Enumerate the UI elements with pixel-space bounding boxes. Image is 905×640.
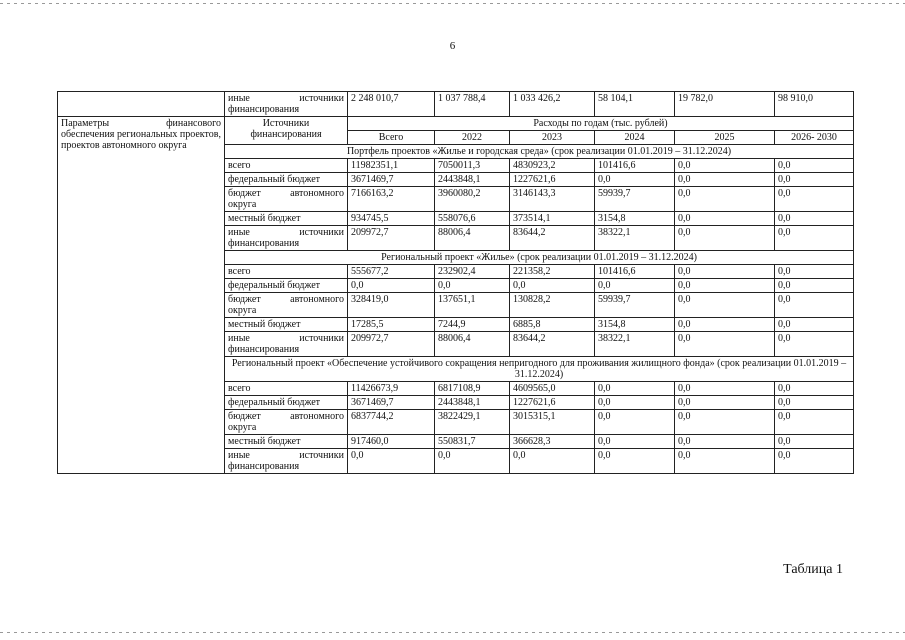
value-cell: 0,0: [775, 332, 854, 357]
sources-header: Источники финансирования: [225, 117, 348, 145]
value-cell: 0,0: [675, 318, 775, 332]
source-label: иные источники финансирования: [225, 449, 348, 474]
value-cell: 0,0: [675, 449, 775, 474]
value-cell: 0,0: [675, 226, 775, 251]
year-header: 2023: [510, 131, 595, 145]
value-cell: 6837744,2: [348, 410, 435, 435]
value-cell: 0,0: [775, 449, 854, 474]
source-label: всего: [225, 265, 348, 279]
value-cell: 934745,5: [348, 212, 435, 226]
value-cell: 1 033 426,2: [510, 92, 595, 117]
value-cell: 0,0: [675, 396, 775, 410]
source-label: местный бюджет: [225, 212, 348, 226]
empty-cell: [58, 92, 225, 117]
value-cell: 0,0: [775, 265, 854, 279]
value-cell: 98 910,0: [775, 92, 854, 117]
source-label: бюджет автономного округа: [225, 410, 348, 435]
value-cell: 3154,8: [595, 318, 675, 332]
value-cell: 0,0: [675, 279, 775, 293]
value-cell: 232902,4: [435, 265, 510, 279]
value-cell: 0,0: [595, 279, 675, 293]
value-cell: 0,0: [775, 396, 854, 410]
value-cell: 11426673,9: [348, 382, 435, 396]
year-header: 2026- 2030: [775, 131, 854, 145]
value-cell: 137651,1: [435, 293, 510, 318]
source-label: бюджет автономного округа: [225, 187, 348, 212]
source-label: федеральный бюджет: [225, 396, 348, 410]
value-cell: 4830923,2: [510, 159, 595, 173]
value-cell: 555677,2: [348, 265, 435, 279]
value-cell: 6885,8: [510, 318, 595, 332]
value-cell: 7166163,2: [348, 187, 435, 212]
section-title: Региональный проект «Обеспечение устойчивого сокращения непригодного для проживания жилищного фонда» (срок реализации 01.01.2019 – 31.12.2024): [225, 357, 854, 382]
source-label: местный бюджет: [225, 435, 348, 449]
value-cell: 0,0: [775, 382, 854, 396]
scan-edge-top: [0, 3, 905, 4]
value-cell: 0,0: [675, 293, 775, 318]
value-cell: 59939,7: [595, 293, 675, 318]
value-cell: 0,0: [675, 187, 775, 212]
value-cell: 0,0: [675, 332, 775, 357]
value-cell: 59939,7: [595, 187, 675, 212]
value-cell: 0,0: [775, 293, 854, 318]
value-cell: 0,0: [435, 279, 510, 293]
value-cell: 83644,2: [510, 332, 595, 357]
params-label: Параметры финансового обеспечения региональных проектов, проектов автономного округа: [58, 117, 225, 474]
value-cell: 917460,0: [348, 435, 435, 449]
value-cell: 0,0: [595, 396, 675, 410]
value-cell: 3671469,7: [348, 173, 435, 187]
value-cell: 38322,1: [595, 332, 675, 357]
value-cell: 550831,7: [435, 435, 510, 449]
value-cell: 17285,5: [348, 318, 435, 332]
source-label: федеральный бюджет: [225, 279, 348, 293]
value-cell: 2443848,1: [435, 173, 510, 187]
year-header: 2024: [595, 131, 675, 145]
scan-edge-bottom: [0, 632, 905, 633]
value-cell: 209972,7: [348, 332, 435, 357]
value-cell: 0,0: [675, 382, 775, 396]
value-cell: 0,0: [775, 187, 854, 212]
section-title: Портфель проектов «Жилье и городская среда» (срок реализации 01.01.2019 – 31.12.2024): [225, 145, 854, 159]
value-cell: 88006,4: [435, 226, 510, 251]
value-cell: 0,0: [595, 435, 675, 449]
table-row: [58, 92, 854, 117]
value-cell: 1227621,6: [510, 396, 595, 410]
value-cell: 0,0: [775, 279, 854, 293]
value-cell: 6817108,9: [435, 382, 510, 396]
value-cell: 0,0: [595, 449, 675, 474]
source-label: иные источники финансирования: [225, 92, 348, 117]
source-label: бюджет автономного округа: [225, 293, 348, 318]
page-number: 6: [449, 40, 456, 52]
value-cell: 0,0: [510, 279, 595, 293]
value-cell: 3154,8: [595, 212, 675, 226]
value-cell: 0,0: [775, 226, 854, 251]
value-cell: 4609565,0: [510, 382, 595, 396]
value-cell: 0,0: [675, 212, 775, 226]
value-cell: 0,0: [348, 279, 435, 293]
value-cell: 0,0: [675, 435, 775, 449]
value-cell: 0,0: [675, 265, 775, 279]
source-label: всего: [225, 159, 348, 173]
value-cell: 221358,2: [510, 265, 595, 279]
value-cell: 3671469,7: [348, 396, 435, 410]
value-cell: 3822429,1: [435, 410, 510, 435]
value-cell: 0,0: [435, 449, 510, 474]
value-cell: 558076,6: [435, 212, 510, 226]
value-cell: 83644,2: [510, 226, 595, 251]
value-cell: 58 104,1: [595, 92, 675, 117]
year-header: Всего: [348, 131, 435, 145]
value-cell: 0,0: [595, 382, 675, 396]
source-label: местный бюджет: [225, 318, 348, 332]
section-title: Региональный проект «Жилье» (срок реализации 01.01.2019 – 31.12.2024): [225, 251, 854, 265]
value-cell: 3015315,1: [510, 410, 595, 435]
source-label: иные источники финансирования: [225, 332, 348, 357]
value-cell: 0,0: [775, 159, 854, 173]
value-cell: 1 037 788,4: [435, 92, 510, 117]
value-cell: 0,0: [775, 212, 854, 226]
value-cell: 7050011,3: [435, 159, 510, 173]
source-label: федеральный бюджет: [225, 173, 348, 187]
value-cell: 1227621,6: [510, 173, 595, 187]
value-cell: 366628,3: [510, 435, 595, 449]
value-cell: 209972,7: [348, 226, 435, 251]
table-caption: Таблица 1: [783, 562, 843, 577]
value-cell: 38322,1: [595, 226, 675, 251]
value-cell: 7244,9: [435, 318, 510, 332]
value-cell: 0,0: [595, 173, 675, 187]
value-cell: 0,0: [348, 449, 435, 474]
value-cell: 373514,1: [510, 212, 595, 226]
source-label: всего: [225, 382, 348, 396]
value-cell: 101416,6: [595, 265, 675, 279]
year-header: 2022: [435, 131, 510, 145]
value-cell: 2 248 010,7: [348, 92, 435, 117]
year-header: 2025: [675, 131, 775, 145]
value-cell: 130828,2: [510, 293, 595, 318]
header-row: [58, 117, 854, 131]
value-cell: 0,0: [675, 159, 775, 173]
value-cell: 19 782,0: [675, 92, 775, 117]
financing-table-body: [58, 92, 854, 474]
value-cell: 0,0: [510, 449, 595, 474]
value-cell: 101416,6: [595, 159, 675, 173]
value-cell: 0,0: [675, 173, 775, 187]
expenses-header: Расходы по годам (тыс. рублей): [348, 117, 854, 131]
value-cell: 0,0: [775, 435, 854, 449]
value-cell: 0,0: [775, 318, 854, 332]
financing-table: [57, 91, 854, 474]
value-cell: 328419,0: [348, 293, 435, 318]
value-cell: 2443848,1: [435, 396, 510, 410]
value-cell: 3960080,2: [435, 187, 510, 212]
value-cell: 0,0: [595, 410, 675, 435]
source-label: иные источники финансирования: [225, 226, 348, 251]
value-cell: 0,0: [775, 410, 854, 435]
value-cell: 88006,4: [435, 332, 510, 357]
value-cell: 11982351,1: [348, 159, 435, 173]
value-cell: 0,0: [775, 173, 854, 187]
value-cell: 0,0: [675, 410, 775, 435]
value-cell: 3146143,3: [510, 187, 595, 212]
